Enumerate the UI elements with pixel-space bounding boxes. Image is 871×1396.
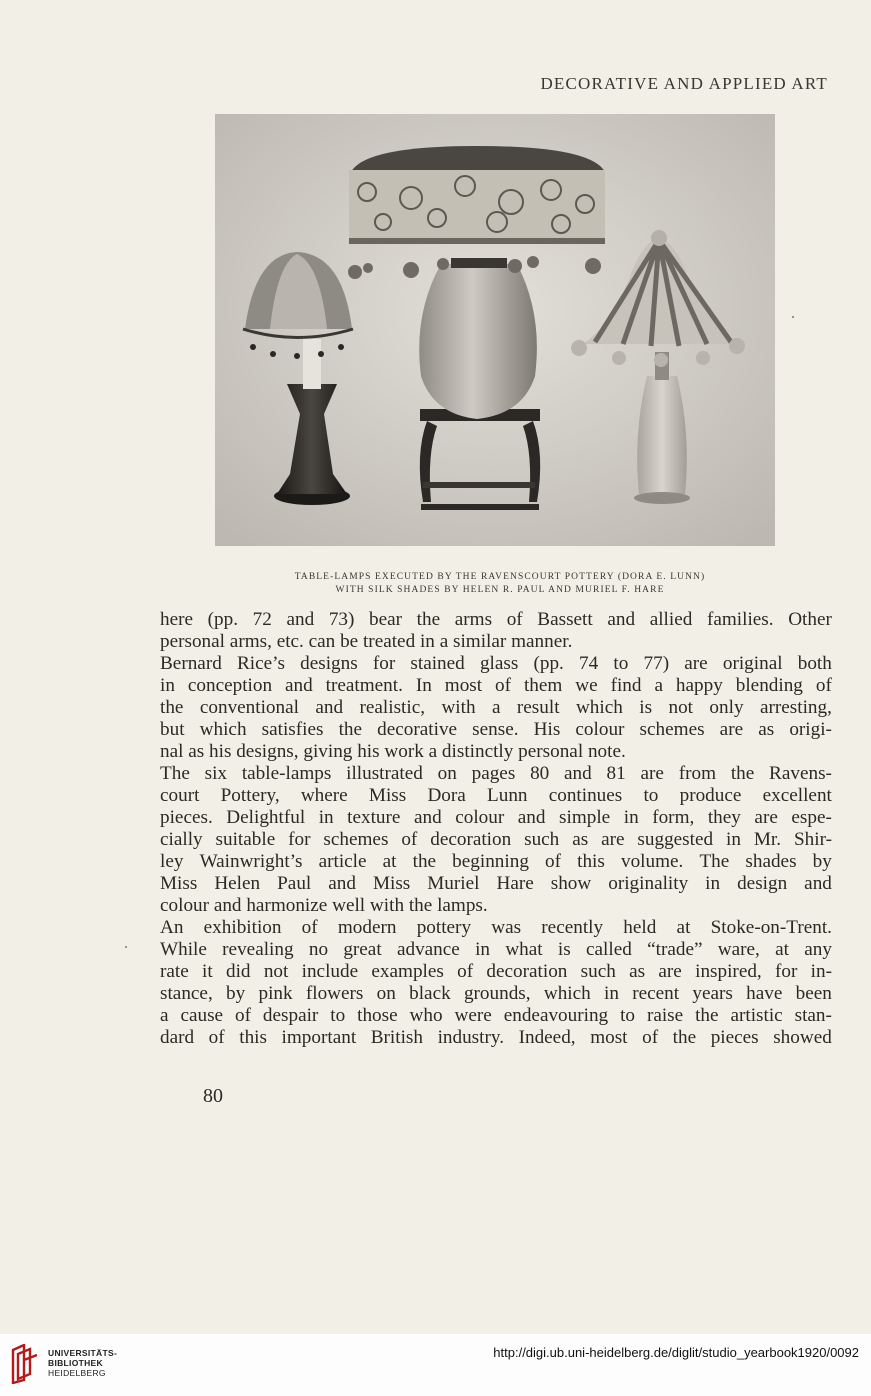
word: texture [347, 807, 401, 828]
word: have [746, 983, 783, 1004]
word: here [160, 609, 194, 630]
word: glass [479, 653, 519, 674]
word: years [692, 983, 733, 1004]
word: sense. [472, 719, 519, 740]
word: of [545, 851, 562, 872]
word: Miss [160, 873, 198, 894]
word: volume. [620, 851, 684, 872]
viewer-footer [0, 1334, 871, 1396]
word: pieces. [160, 807, 213, 828]
word: espe- [791, 807, 832, 828]
word: are [719, 719, 744, 740]
word: In [415, 675, 432, 696]
word: The [160, 763, 190, 784]
word: decorative [377, 719, 458, 740]
word: revealing [222, 939, 294, 960]
word: who [409, 1005, 443, 1026]
word: and [607, 609, 636, 630]
word: simple [559, 807, 611, 828]
word: decoration [430, 829, 512, 850]
library-name-line-1: UNIVERSITÄTS- [48, 1348, 118, 1358]
word: and [286, 609, 315, 630]
word: (pp. [533, 653, 564, 674]
word: beginning [452, 851, 529, 872]
word: An [160, 917, 184, 938]
word: ley [160, 851, 184, 872]
word: and [517, 807, 546, 828]
word: at [676, 917, 691, 938]
word: called [586, 939, 632, 960]
word: bear [369, 609, 403, 630]
word: cially [160, 829, 203, 850]
word: Hare [496, 873, 534, 894]
word: treatment. [325, 675, 403, 696]
body-text [160, 609, 832, 1049]
text-line: colour and harmonize well with the lamps. [160, 895, 488, 916]
word: the [338, 719, 363, 740]
word: to [613, 653, 629, 674]
word: design [737, 873, 788, 894]
word: raise [646, 1005, 684, 1026]
word: rate [160, 961, 189, 982]
word: the [160, 697, 184, 718]
word: modern [337, 917, 397, 938]
word: was [491, 917, 522, 938]
word: excellent [762, 785, 832, 806]
word: Indeed, [518, 1027, 576, 1048]
word: Dora [427, 785, 466, 806]
word: of [401, 829, 418, 850]
word: advance [396, 939, 460, 960]
word: 73) [328, 609, 355, 630]
word: them [523, 675, 563, 696]
word: and [328, 873, 356, 894]
word: satisfies [261, 719, 324, 740]
source-url-link[interactable]: http://digi.ub.uni-heidelberg.de/diglit/studio_yearbook1920/0092 [493, 1345, 859, 1360]
text-line [160, 653, 832, 675]
word: Helen [214, 873, 261, 894]
word: with [441, 697, 476, 718]
word: of [208, 1027, 225, 1048]
word: conception [187, 675, 273, 696]
word: pages [471, 763, 516, 784]
word: from [678, 763, 717, 784]
word: as [758, 719, 775, 740]
table-lamps-photo [215, 114, 775, 546]
word: grounds, [463, 983, 531, 1004]
word: colour [575, 719, 625, 740]
word: most [590, 1027, 628, 1048]
word: in [604, 983, 619, 1004]
word: to [620, 1005, 636, 1026]
text-line [160, 719, 832, 741]
word: black [409, 983, 451, 1004]
word: designs [300, 653, 358, 674]
word: only [709, 697, 744, 718]
text-line [160, 939, 832, 961]
word: this [239, 1027, 267, 1048]
word: as [572, 829, 589, 850]
word: recently [541, 917, 604, 938]
word: were [454, 1005, 492, 1026]
text-line [160, 1027, 832, 1049]
word: court [160, 785, 200, 806]
word: Pottery, [220, 785, 280, 806]
word: in [623, 807, 639, 828]
word: stan- [794, 1005, 832, 1026]
word: 81 [606, 763, 626, 784]
library-name-line-3: HEIDELBERG [48, 1368, 106, 1378]
word: a [654, 675, 663, 696]
word: any [804, 939, 832, 960]
word: Muriel [427, 873, 480, 894]
word: dard [160, 1027, 195, 1048]
word: arms [454, 609, 493, 630]
word: arresting, [759, 697, 832, 718]
word: for [775, 961, 798, 982]
word: stance, [160, 983, 213, 1004]
text-line [160, 609, 832, 631]
word: schemes [639, 719, 705, 740]
word: of [457, 961, 474, 982]
word: 74 [579, 653, 599, 674]
word: for [288, 829, 311, 850]
word: despair [262, 1005, 319, 1026]
word: Wainwright’s [199, 851, 303, 872]
library-name [48, 1348, 117, 1378]
word: is [557, 939, 571, 960]
text-line [160, 697, 832, 719]
word: ware, [717, 939, 760, 960]
word: pottery [416, 917, 472, 938]
word: origi- [789, 719, 832, 740]
word: most [444, 675, 483, 696]
word: such [580, 961, 616, 982]
word: which [543, 983, 591, 1004]
word: result [516, 697, 560, 718]
word: on [376, 983, 396, 1004]
text-line [160, 829, 832, 851]
text-line [160, 917, 832, 939]
word: Miss [372, 873, 411, 894]
word: of [642, 1027, 659, 1048]
page-number: 80 [203, 1085, 223, 1107]
text-line [160, 1005, 832, 1027]
word: Bernard [160, 653, 222, 674]
page-speck [125, 946, 127, 948]
word: recent [632, 983, 680, 1004]
word: is [639, 697, 653, 718]
word: been [795, 983, 832, 1004]
word: illustrated [346, 763, 423, 784]
word: Rice’s [236, 653, 285, 674]
word: produce [679, 785, 742, 806]
text-line [160, 873, 832, 895]
word: Mr. [753, 829, 782, 850]
word: but [160, 719, 185, 740]
word: are [640, 763, 664, 784]
word: both [797, 653, 832, 674]
text-line: personal arms, etc. can be treated in a similar manner. [160, 631, 573, 652]
word: While [160, 939, 207, 960]
word: six [204, 763, 228, 784]
word: which [199, 719, 247, 740]
word: Lunn [487, 785, 528, 806]
text-line [160, 785, 832, 807]
text-line [160, 763, 832, 785]
word: showed [773, 1027, 832, 1048]
word: stained [410, 653, 465, 674]
word: on [437, 763, 457, 784]
page-speck [792, 316, 794, 318]
word: are [754, 807, 778, 828]
word: cause [180, 1005, 224, 1026]
word: Paul [277, 873, 312, 894]
word: the [695, 1005, 719, 1026]
word: families. [706, 609, 774, 630]
word: happy [675, 675, 723, 696]
word: and [804, 873, 832, 894]
word: we [575, 675, 598, 696]
word: endeavouring [503, 1005, 609, 1026]
word: of [495, 675, 512, 696]
library-logo-icon [10, 1344, 40, 1384]
word: it [202, 961, 213, 982]
text-line: nal as his designs, giving his work a distinctly personal note. [160, 741, 626, 762]
word: by [812, 851, 832, 872]
word: a [491, 697, 501, 718]
word: continues [548, 785, 623, 806]
plate-caption-line-1: TABLE-LAMPS EXECUTED BY THE RAVENSCOURT POTTERY (DORA E. LUNN) [294, 572, 706, 582]
word: a [160, 1005, 169, 1026]
word: of [235, 1005, 251, 1026]
word: 77) [643, 653, 670, 674]
word: Stoke-on-Trent. [710, 917, 832, 938]
word: blending [735, 675, 803, 696]
word: suggested [637, 829, 714, 850]
word: find [610, 675, 642, 696]
plate-caption-line-2: WITH SILK SHADES BY HELEN R. PAUL AND MURIEL F. HARE [335, 585, 665, 595]
word: such [524, 829, 560, 850]
word: realistic, [359, 697, 426, 718]
word: at [382, 851, 397, 872]
word: 80 [530, 763, 550, 784]
word: and [413, 807, 442, 828]
word: not [263, 961, 289, 982]
word: held [623, 917, 657, 938]
word: of [815, 675, 832, 696]
running-head: DECORATIVE AND APPLIED ART [540, 74, 828, 93]
word: as [629, 961, 646, 982]
word: the [412, 851, 437, 872]
word: original [722, 653, 783, 674]
word: the [416, 609, 441, 630]
word: Other [788, 609, 832, 630]
word: examples [371, 961, 444, 982]
word: (pp. [207, 609, 239, 630]
word: conventional [199, 697, 299, 718]
word: in [160, 675, 175, 696]
word: colour [455, 807, 505, 828]
word: those [357, 1005, 398, 1026]
word: flowers [305, 983, 364, 1004]
word: article [318, 851, 367, 872]
word: to [643, 785, 659, 806]
word: Ravens- [769, 763, 832, 784]
word: Miss [368, 785, 407, 806]
word: of [301, 917, 318, 938]
word: shades [745, 851, 797, 872]
word: are [684, 653, 708, 674]
word: British [370, 1027, 423, 1048]
word: form, [652, 807, 695, 828]
text-line [160, 983, 832, 1005]
word: The [699, 851, 730, 872]
word: Bassett [537, 609, 593, 630]
word: for [372, 653, 396, 674]
word: did [226, 961, 251, 982]
word: by [226, 983, 246, 1004]
word: His [533, 719, 561, 740]
word: exhibition [203, 917, 282, 938]
word: allied [649, 609, 693, 630]
word: and [564, 763, 592, 784]
word: of [506, 609, 523, 630]
word: table-lamps [241, 763, 332, 784]
word: show [550, 873, 592, 894]
word: artistic [730, 1005, 783, 1026]
word: in [705, 873, 721, 894]
word: pink [258, 983, 293, 1004]
word: are [658, 961, 682, 982]
word: and [285, 675, 313, 696]
library-name-line-2: BIBLIOTHEK [48, 1358, 103, 1368]
word: to [330, 1005, 346, 1026]
text-line [160, 675, 832, 697]
word: great [343, 939, 382, 960]
word: in- [810, 961, 832, 982]
word: no [308, 939, 329, 960]
word: are [601, 829, 625, 850]
word: in [475, 939, 491, 960]
word: 72 [252, 609, 272, 630]
plate-photograph [215, 114, 775, 546]
word: originality [608, 873, 689, 894]
word: the [730, 763, 755, 784]
word: in [726, 829, 741, 850]
text-line [160, 961, 832, 983]
word: inspired, [695, 961, 762, 982]
word: “trade” [647, 939, 703, 960]
word: this [577, 851, 605, 872]
word: industry. [437, 1027, 505, 1048]
word: pieces [710, 1027, 759, 1048]
word: where [300, 785, 348, 806]
word: what [505, 939, 543, 960]
word: include [301, 961, 359, 982]
word: Shir- [793, 829, 832, 850]
word: not [668, 697, 694, 718]
word: which [575, 697, 623, 718]
text-line [160, 807, 832, 829]
word: at [775, 939, 789, 960]
word: and [315, 697, 344, 718]
word: Delightful [226, 807, 306, 828]
text-line [160, 851, 832, 873]
word: decoration [486, 961, 568, 982]
word: suitable [215, 829, 276, 850]
word: schemes [323, 829, 389, 850]
word: important [281, 1027, 357, 1048]
word: they [707, 807, 741, 828]
word: in [318, 807, 334, 828]
word: the [672, 1027, 697, 1048]
